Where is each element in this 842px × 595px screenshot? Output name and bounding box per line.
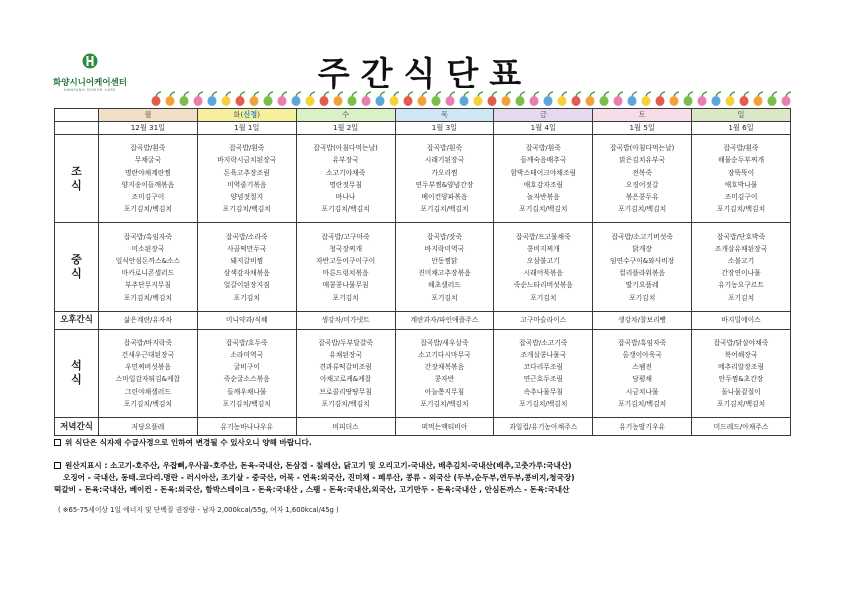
- weekday-wed: 수: [296, 109, 395, 122]
- menu-cell: [296, 311, 395, 329]
- afternoon-snack-row: [55, 311, 791, 329]
- menu-cell: [99, 311, 198, 329]
- menu-item: 돼지갈비찜: [230, 256, 264, 265]
- menu-item: 전복죽: [632, 168, 652, 177]
- menu-item: 오징어젓갈: [625, 180, 659, 189]
- weekday-tue: 화(신정): [197, 109, 296, 122]
- menu-item: 콩자반: [434, 375, 455, 384]
- menu-item: 마카로니콘샐러드: [121, 269, 175, 278]
- menu-item: 간장연이나물: [721, 269, 761, 278]
- menu-item: 딸기요플레: [625, 281, 659, 290]
- menu-item: 돌나물겉절이: [721, 387, 761, 396]
- menu-cell: [593, 135, 692, 223]
- menu-item: 잡곡밥/단호박죽: [716, 232, 766, 241]
- menu-cell: [99, 135, 198, 223]
- menu-item: 포기김치/백김치: [321, 399, 370, 408]
- menu-item: 소라미역국: [230, 350, 264, 359]
- menu-item: 잡곡밥/고구마죽: [321, 232, 370, 241]
- menu-item: 속추나물무침: [523, 387, 563, 396]
- menu-item: 비피더스: [332, 422, 359, 431]
- menu-item: 간장채복볶음: [424, 363, 465, 372]
- menu-item: 잡곡밥/새우살죽: [420, 338, 469, 347]
- menu-item: 연두부찜&양념간장: [415, 180, 474, 189]
- menu-item: 무채굴국: [134, 156, 162, 165]
- menu-cell: [99, 329, 198, 417]
- menu-item: 바지락미역국: [424, 244, 465, 253]
- menu-item: 바지밀에이스: [721, 316, 761, 325]
- menu-item: 자반고등어구이구이: [316, 256, 376, 265]
- menu-item: 건새우근대된장국: [121, 350, 175, 359]
- menu-item: 시래어묵볶음: [523, 269, 563, 278]
- menu-item: 함박스테이크야채조림: [510, 168, 577, 177]
- menu-cell: [395, 223, 494, 311]
- menu-item: 해물순두부찌개: [718, 156, 765, 165]
- menu-item: 오삼불고기: [526, 256, 560, 265]
- menu-item: 올갱이아욱국: [622, 350, 662, 359]
- menu-item: 들깨숙음배추국: [520, 156, 567, 165]
- menu-item: 고구마슬라이스: [520, 316, 567, 325]
- menu-cell: [494, 329, 593, 417]
- menu-item: 삼색감자채볶음: [223, 269, 270, 278]
- menu-item: 죽순굴소스볶음: [223, 375, 270, 384]
- menu-item: 잡곡밥/소라죽: [225, 232, 268, 241]
- menu-item: 유기농딸기우유: [619, 422, 666, 431]
- menu-item: 돈육고추장조림: [223, 168, 270, 177]
- menu-item: 유채된장국: [329, 350, 363, 359]
- date-row: [55, 122, 791, 135]
- menu-cell: [197, 329, 296, 417]
- menu-item: 유기농바나나우유: [220, 422, 274, 431]
- meal-label-lunch: 중 식: [55, 223, 99, 311]
- menu-item: 안동찜닭: [431, 256, 458, 265]
- origin-line: 떡갈비 - 돈육:국내산, 베이컨 - 돈육:외국산, 함박스테이크 - 돈육:국내산 , 스팸 - 돈육:국내산,외국산, 고기만두 - 돈육:국내산 , 안심돈까스 - 돈육:국내산: [54, 485, 570, 494]
- menu-item: 잡곡밥/호두죽: [225, 338, 268, 347]
- menu-item: 잡곡밥/두부달걀죽: [318, 338, 374, 347]
- menu-item: 해초샐러드: [428, 281, 461, 290]
- center-name: 화양시니어케어센터: [53, 78, 127, 88]
- menu-item: 부추단무지무침: [124, 281, 171, 290]
- menu-cell: [593, 329, 692, 417]
- menu-item: 들깨우채나물: [227, 387, 267, 396]
- center-name-english: HWAYANG SENIOR CARE: [63, 88, 117, 92]
- menu-item: 조개살유채된장국: [714, 244, 768, 253]
- menu-item: 맑은김치유부국: [619, 156, 666, 165]
- menu-cell: [99, 223, 198, 311]
- menu-item: 미역줄기볶음: [227, 180, 267, 189]
- menu-item: 소고기다시마무국: [418, 350, 471, 359]
- menu-item: 포기김치: [431, 293, 458, 302]
- menu-item: 잡곡밥(아침다먹는날): [313, 144, 378, 153]
- menu-item: 잡곡밥/흑임자죽: [618, 338, 667, 347]
- menu-item: 잡곡밥/소고기죽: [519, 338, 568, 347]
- menu-item: 견과류떡갈비조림: [319, 363, 372, 372]
- menu-item: 포기김치/백김치: [321, 205, 370, 214]
- menu-item: 잡곡밥/프고물채죽: [515, 232, 571, 241]
- menu-item: 소고기야채죽: [325, 168, 366, 177]
- decorative-fruit-border-icon: [150, 90, 795, 108]
- menu-item: 잡곡밥(아침다먹는날): [609, 144, 675, 153]
- menu-cell: [494, 418, 593, 436]
- menu-item: 조미김구이: [131, 192, 165, 201]
- date-cell: 12월 31일: [99, 122, 198, 135]
- breakfast-row: [55, 135, 791, 223]
- menu-item: 포기김치/백김치: [123, 293, 173, 302]
- weekday-sat: 토: [593, 109, 692, 122]
- menu-item: 사골떡만두국: [227, 244, 267, 253]
- menu-item: 굴비구이: [233, 363, 260, 372]
- menu-item: 삶은계란/유자차: [123, 316, 173, 325]
- meal-label-evening-snack: 저녁간식: [55, 418, 99, 436]
- menu-item: 포기김치: [332, 293, 359, 302]
- menu-cell: [296, 418, 395, 436]
- menu-cell: [296, 223, 395, 311]
- menu-item: 포기김치/백김치: [519, 205, 568, 214]
- menu-item: 포기김치: [727, 293, 755, 302]
- meal-label-afternoon-snack: 오후간식: [55, 311, 99, 329]
- date-cell: 1월 1일: [197, 122, 296, 135]
- menu-item: 북어해장국: [724, 350, 758, 359]
- menu-item: 바나나: [335, 192, 356, 201]
- menu-item: 임연수구이&와사비장: [609, 256, 675, 265]
- menu-item: 미소된장국: [131, 244, 165, 253]
- menu-item: 포기김치/백김치: [420, 399, 469, 408]
- menu-item: 볶은콩두유: [625, 192, 659, 201]
- origin-info: [54, 460, 824, 496]
- menu-item: 포기김치/백김치: [222, 399, 271, 408]
- menu-item: 양념젓절지: [230, 192, 264, 201]
- menu-item: 연근호두조림: [523, 375, 563, 384]
- menu-cell: [395, 311, 494, 329]
- menu-item: 스마일감자튀김&케찹: [115, 375, 181, 384]
- menu-cell: [494, 311, 593, 329]
- square-bullet-icon: [54, 462, 61, 469]
- menu-item: 진미채고추장볶음: [418, 269, 471, 278]
- menu-cell: [593, 311, 692, 329]
- menu-item: 양지송이들깨볶음: [121, 180, 175, 189]
- date-cell: 1월 4일: [494, 122, 593, 135]
- date-cell: 1월 5일: [593, 122, 692, 135]
- menu-item: 매콤콩나물무침: [322, 281, 369, 290]
- menu-item: 시래기된장국: [424, 156, 465, 165]
- menu-item: 아늘쫑지무침: [424, 387, 465, 396]
- menu-item: 포기김치/백김치: [519, 399, 568, 408]
- meal-label-dinner: 석 식: [55, 329, 99, 417]
- menu-item: 소불고기: [727, 256, 755, 265]
- menu-cell: [296, 135, 395, 223]
- menu-item: 포기김치: [530, 293, 557, 302]
- center-logo: [40, 52, 140, 92]
- menu-item: 포기김치: [233, 293, 260, 302]
- menu-item: 포기김치/백김치: [420, 205, 469, 214]
- menu-item: 포기김치/백김치: [123, 205, 173, 214]
- menu-item: 잡곡밥/잣죽: [426, 232, 463, 241]
- weekly-menu-table: [54, 108, 791, 436]
- menu-item: 포기김치/백김치: [716, 399, 766, 408]
- menu-item: 잡곡밥/소고기버섯죽: [611, 232, 673, 241]
- menu-item: 죽순느타리버섯볶음: [513, 281, 573, 290]
- logo-icon: [82, 52, 98, 70]
- menu-item: 명란야채계란찜: [124, 168, 171, 177]
- menu-cell: [692, 135, 791, 223]
- menu-item: 컬리플라워볶음: [619, 269, 666, 278]
- menu-item: 잡곡밥/흰죽: [130, 144, 166, 153]
- menu-item: 닭개장: [632, 244, 652, 253]
- dinner-row: [55, 329, 791, 417]
- menu-item: 저당요플레: [131, 422, 165, 431]
- notice: [54, 437, 814, 449]
- menu-cell: [593, 418, 692, 436]
- weekday-thu: 목: [395, 109, 494, 122]
- menu-item: 코다리무조림: [523, 363, 563, 372]
- weekday-mon: 월: [99, 109, 198, 122]
- weekday-sun: 일: [692, 109, 791, 122]
- holiday-tag: 신정: [243, 110, 258, 119]
- square-bullet-icon: [54, 439, 61, 446]
- menu-cell: [494, 135, 593, 223]
- menu-cell: [197, 223, 296, 311]
- menu-item: 조미김구이: [724, 192, 758, 201]
- menu-item: 생강차/미가넷트: [321, 316, 370, 325]
- corner-cell: [55, 109, 99, 122]
- menu-cell: [197, 311, 296, 329]
- menu-item: 아채고로케&케찹: [319, 375, 372, 384]
- nutrition-standard: ( ※65-75세이상 1일 에너지 및 단백질 권장량 - 남자 2,000kcal/55g, 여자 1,600kcal/45g ): [58, 506, 339, 514]
- date-cell: 1월 6일: [692, 122, 791, 135]
- menu-item: 일식안심돈까스&소스: [115, 256, 181, 265]
- origin-line: 원산지표시 : 소고기-호주산, 우잡뼈,우사골-호주산, 돈육-국내산, 돈삼겹 - 칠레산, 닭고기 및 오리고기-국내산, 배추김치-국내산(배추,고춧가루:국내산): [65, 461, 572, 470]
- menu-cell: [593, 223, 692, 311]
- menu-item: 메추리알장조림: [718, 363, 765, 372]
- menu-cell: [395, 329, 494, 417]
- menu-item: 얼갈이된장지짐: [223, 281, 270, 290]
- menu-cell: [99, 418, 198, 436]
- menu-item: 가오리찜: [431, 168, 458, 177]
- menu-cell: [494, 223, 593, 311]
- menu-cell: [692, 418, 791, 436]
- menu-item: 당평채: [632, 375, 652, 384]
- menu-item: 과일컵/유기농아채주스: [509, 422, 578, 431]
- menu-item: 베이컨양파볶음: [421, 192, 468, 201]
- menu-item: 계란과자/파인애플주스: [410, 316, 479, 325]
- page-title: 주간식단표: [317, 54, 533, 93]
- menu-item: 놀자반볶음: [526, 192, 560, 201]
- date-cell: 1월 3일: [395, 122, 494, 135]
- menu-item: 잡곡밥/흰죽: [525, 144, 561, 153]
- menu-item: 스팸전: [632, 363, 652, 372]
- menu-item: 생강차/찰보리빵: [618, 316, 667, 325]
- menu-item: 미니약과/식혜: [225, 316, 268, 325]
- menu-item: 청국장찌개: [329, 244, 363, 253]
- menu-item: 애호감자조림: [523, 180, 563, 189]
- menu-item: 유기농요구르트: [718, 281, 765, 290]
- menu-item: 명란젓무침: [329, 180, 363, 189]
- menu-item: 바지락시금치된장국: [217, 156, 277, 165]
- menu-item: 장뚝뚝이: [727, 168, 755, 177]
- weekday-header-row: [55, 109, 791, 122]
- menu-item: 잡곡밥/흰죽: [723, 144, 759, 153]
- meal-label-breakfast: 조 식: [55, 135, 99, 223]
- menu-item: 애호박나물: [724, 180, 758, 189]
- menu-cell: [197, 418, 296, 436]
- notice-text: 위 식단은 식자재 수급사정으로 인하여 변경될 수 있사오니 양해 바랍니다.: [65, 438, 312, 447]
- menu-item: 시금치나물: [625, 387, 659, 396]
- menu-item: 미드레드/아채주스: [713, 422, 769, 431]
- menu-item: 떠먹는액티비아: [421, 422, 468, 431]
- menu-item: 포기김치: [629, 293, 656, 302]
- origin-line: 오징어 - 국내산, 동태.코다리.명란 - 러시아산, 조기살 - 중국산, 어묵 - 연육:외국산, 진미채 - 페루산, 콩류 - 외국산 (두부,순두부,연두부,콩비지,청국장): [63, 473, 575, 482]
- menu-item: 포기김치/백김치: [222, 205, 271, 214]
- menu-cell: [692, 311, 791, 329]
- menu-item: 잡곡밥/흰죽: [229, 144, 265, 153]
- date-corner-cell: [55, 122, 99, 135]
- menu-item: 안두찜&초간장: [718, 375, 764, 384]
- menu-item: 잡곡밥/흑임자죽: [123, 232, 173, 241]
- menu-item: 잡곡밥/닭살야채죽: [713, 338, 769, 347]
- menu-item: 그린야채샐러드: [124, 387, 171, 396]
- menu-item: 포기김치/백김치: [716, 205, 766, 214]
- menu-item: 마른드렁치볶음: [322, 269, 369, 278]
- weekday-fri: 금: [494, 109, 593, 122]
- menu-item: 포기김치/백김치: [618, 399, 667, 408]
- menu-item: 조개살콩나물국: [520, 350, 567, 359]
- menu-item: 잡곡밥/흰죽: [426, 144, 463, 153]
- menu-cell: [692, 223, 791, 311]
- lunch-row: [55, 223, 791, 311]
- menu-cell: [395, 418, 494, 436]
- menu-cell: [395, 135, 494, 223]
- menu-item: 잡곡밥/바지락죽: [123, 338, 173, 347]
- menu-item: 우민찌버섯볶음: [124, 363, 171, 372]
- menu-item: 콩비지찌개: [526, 244, 560, 253]
- menu-cell: [296, 329, 395, 417]
- evening-snack-row: [55, 418, 791, 436]
- menu-item: 유부장국: [332, 156, 359, 165]
- date-cell: 1월 2일: [296, 122, 395, 135]
- menu-cell: [692, 329, 791, 417]
- menu-item: 포기김치/백김치: [618, 205, 667, 214]
- menu-item: 포기김치/백김치: [123, 399, 173, 408]
- menu-item: 브로콜리땅땅무침: [319, 387, 372, 396]
- menu-cell: [197, 135, 296, 223]
